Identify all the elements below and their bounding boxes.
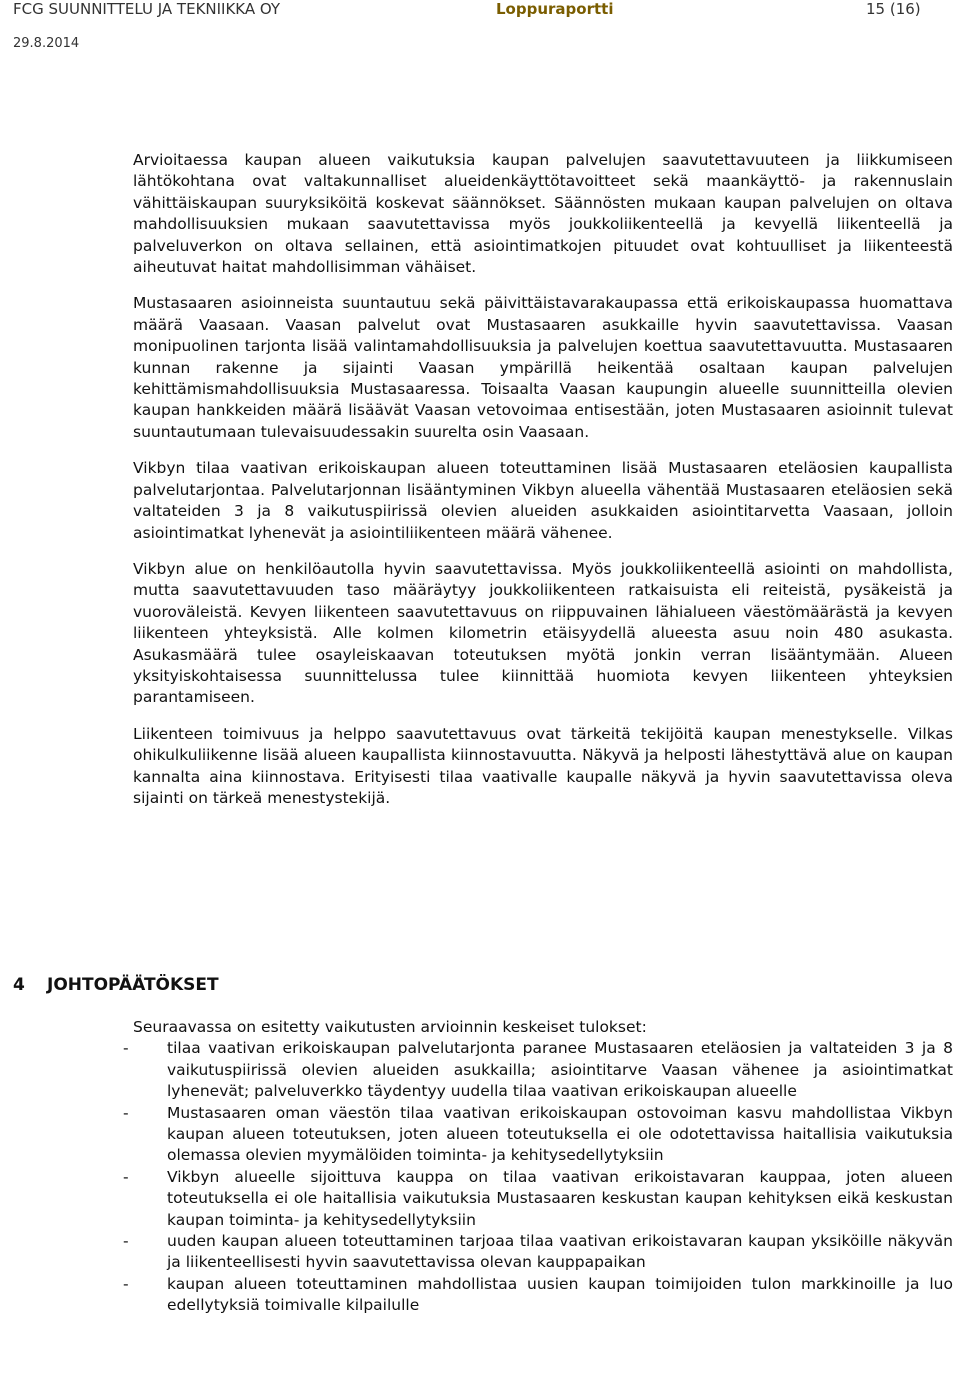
list-item (123, 1103, 953, 1167)
page-header (0, 0, 960, 50)
list-item (123, 1274, 953, 1317)
list-item (123, 1038, 953, 1102)
paragraph: Liikenteen toimivuus ja helppo saavutettavuus ovat tärkeitä tekijöitä kaupan menestykselle. Vilkas ohikulkuliikenne lisää alueen kaupallista kiinnostavuutta. Näkyvä ja helposti lähestyttävä alue on kaupan kannalta aina kiinnostava. Erityisesti tilaa vaativalle kaupalle näkyvä ja hyvin saavutettavissa oleva sijainti on tärkeä menestystekijä. (133, 724, 953, 807)
list-item-text: Mustasaaren oman väestön tilaa vaativan erikoiskaupan ostovoiman kasvu mahdollistaa Vikbyn kaupan alueen toteutuksen, joten alueen toteutuksella ei ole odotettavissa haitallisia vaikutuksia olemassa olevien myymälöiden toiminta- ja kehitysedellytyksiin (167, 1103, 953, 1165)
bullet-dash: - (123, 1232, 129, 1251)
section-title: JOHTOPÄÄTÖKSET (47, 975, 219, 995)
conclusions (123, 1017, 953, 1317)
conclusions-intro: Seuraavassa on esitetty vaikutusten arvioinnin keskeiset tulokset: (133, 1018, 647, 1036)
paragraph: Mustasaaren asioinneista suuntautuu sekä päivittäistavarakaupassa että erikoiskaupassa huomattava määrä Vaasaan. Vaasan palvelut ovat Mustasaaren asukkaille hyvin saavutettavissa. Vaasan monipuolinen tarjonta lisää valintamahdollisuuksia ja palvelujen koettua saavutettavuutta. Mustasaaren kunnan rakenne ja sijainti Vaasan ympärillä heikentää osaltaan kaupan palvelujen kehittämismahdollisuuksia Mustasaaressa. Toisaalta Vaasan kaupungin alueelle suunnitteilla olevien kaupan hankkeiden määrä lisäävät Vaasan vetovoimaa entisestään, joten Mustasaaren asioinnit tulevat suuntautumaan tulevaisuudessakin suurelta osin Vaasaan. (133, 294, 953, 441)
list-item-text: Vikbyn alueelle sijoittuva kauppa on tilaa vaativan erikoistavaran kauppaa, joten alueen toteutuksella ei ole haitallisia vaikutuksia Mustasaaren keskustan kaupan kehityksen eikä keskustan kaupan toiminta- ja kehitysedellytyksiin (167, 1167, 953, 1229)
conclusions-list (123, 1038, 953, 1316)
list-item-text: uuden kaupan alueen toteuttaminen tarjoaa tilaa vaativan erikoistavaran kaupan yksiköille näkyvän ja liikenteellisesti hyvin saavutettavissa olevan kauppapaikan (167, 1232, 953, 1272)
list-item-text: tilaa vaativan erikoiskaupan palvelutarjonta paranee Mustasaaren eteläosien ja valtateiden 3 ja 8 vaikutuspiirissä olevien alueiden asukkailla; asiointitarve Vaasan vähenee ja asiointimatkat lyhenevät; palveluverkko täydentyy uudella tilaa vaativan erikoiskaupan alueelle (167, 1039, 953, 1101)
list-item-text: kaupan alueen toteuttaminen mahdollistaa uusien kaupan toimijoiden tulon markkinoille ja luo edellytyksiä toimivalle kilpailulle (167, 1274, 953, 1315)
bullet-dash: - (123, 1039, 129, 1058)
paragraph: Vikbyn alue on henkilöautolla hyvin saavutettavissa. Myös joukkoliikenteellä asiointi on mahdollista, mutta saavutettavuuden taso määräytyy joukkoliikenteen ratkaisuista eli reiteistä, pysäkeistä ja vuoroväleistä. Kevyen liikenteen saavutettavuus on riippuvainen lähialueen väestömäärästä ja kevyen liikenteen yhteyksistä. Alle kolmen kilometrin etäisyydellä alueesta asuu noin 480 asukasta. Asukasmäärä tulee osayleiskaavan toteutuksen myötä jonkin verran lisääntymään. Alueen yksityiskohtaisessa suunnittelussa tulee kiinnittää huomiota kevyen liikenteen yhteyksien parantamiseen. (133, 559, 953, 707)
section-number: 4 (13, 975, 25, 995)
bullet-dash: - (123, 1103, 129, 1122)
list-item (123, 1167, 953, 1231)
paragraph: Vikbyn tilaa vaativan erikoiskaupan alueen toteuttaminen lisää Mustasaaren eteläosien kaupallista palvelutarjontaa. Palvelutarjonnan lisääntyminen Vikbyn alueella vähentää Mustasaaren eteläosien sekä valtateiden 3 ja 8 vaikutuspiirissä olevien alueiden asukkaiden asiointitarvetta Vaasaan, jolloin asiointimatkat lyhenevät ja asiointiliikenteen määrä vähenee. (133, 459, 953, 542)
document-title: Loppuraportti (496, 0, 614, 18)
list-item (123, 1231, 953, 1274)
body-text (133, 150, 953, 824)
document-date: 29.8.2014 (13, 36, 80, 51)
paragraph: Arvioitaessa kaupan alueen vaikutuksia kaupan palvelujen saavutettavuuteen ja liikkumiseen lähtökohtana ovat valtakunnalliset alueidenkäyttötavoitteet sekä maankäyttö- ja rakennuslain vähittäiskaupan suuryksiköitä koskevat säännökset. Säännösten mukaan kaupan palvelujen on oltava mahdollisuuksien mukaan saavutettavissa myös joukkoliikenteellä ja kevyellä liikenteellä ja palveluverkon on oltava sellainen, että asiointimatkojen pituudet ovat kohtuulliset ja liikenteestä aiheutuvat haitat mahdollisimman vähäiset. (133, 151, 953, 277)
company-name: FCG SUUNNITTELU JA TEKNIIKKA OY (13, 0, 281, 18)
section-heading (13, 975, 219, 995)
page-number: 15 (16) (866, 0, 921, 18)
bullet-dash: - (123, 1274, 129, 1293)
bullet-dash: - (123, 1167, 129, 1186)
